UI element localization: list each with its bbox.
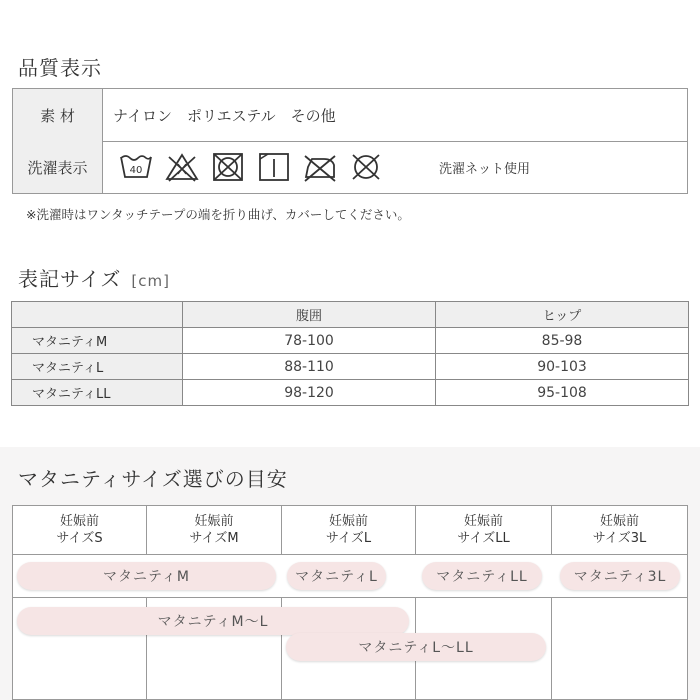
- pill-maternity-l-ll: マタニティL〜LL: [286, 633, 546, 661]
- care-row: [13, 141, 687, 193]
- no-bleach-icon: [164, 151, 200, 183]
- size-unit: [cm]: [131, 272, 170, 290]
- pill-maternity-ll: マタニティLL: [422, 562, 542, 590]
- guide-col-line1: 妊娠前: [194, 514, 234, 529]
- guide-col-line2: サイズS: [56, 531, 103, 546]
- table-row: [12, 354, 689, 380]
- guide-title: マタニティサイズ選びの目安: [18, 467, 288, 491]
- size-hip: 95-108: [436, 380, 689, 406]
- guide-grid: [12, 505, 688, 700]
- guide-col-line2: サイズ3L: [592, 531, 647, 546]
- wash-temp-text: 40: [129, 165, 143, 176]
- guide-col-s: [12, 505, 147, 555]
- no-tumble-dry-icon: [210, 151, 246, 183]
- material-value: ナイロン ポリエステル その他: [113, 106, 336, 125]
- size-header-row: [12, 302, 689, 328]
- size-table: [11, 301, 689, 406]
- guide-cell: [551, 597, 688, 700]
- pill-maternity-m: マタニティM: [17, 562, 276, 590]
- care-note: ※洗濯時はワンタッチテープの端を折り曲げ、カバーしてください。: [26, 207, 410, 222]
- size-name: マタニティLL: [12, 380, 183, 406]
- guide-col-m: [146, 505, 282, 555]
- size-waist: 88-110: [183, 354, 436, 380]
- size-name: マタニティL: [12, 354, 183, 380]
- size-header-blank: [12, 302, 183, 328]
- size-header-waist: 腹囲: [183, 302, 436, 328]
- wash-40-icon: [118, 151, 154, 183]
- guide-col-line2: サイズL: [325, 531, 372, 546]
- no-iron-icon: [302, 151, 338, 183]
- material-row: [13, 89, 687, 142]
- table-row: [12, 328, 689, 354]
- guide-col-line1: 妊娠前: [328, 514, 368, 529]
- guide-col-line1: 妊娠前: [599, 514, 639, 529]
- quality-title: 品質表示: [18, 56, 102, 80]
- pill-maternity-3l: マタニティ3L: [560, 562, 680, 590]
- guide-col-3l: [551, 505, 688, 555]
- care-label: 洗濯表示: [13, 141, 103, 193]
- guide-col-line1: 妊娠前: [463, 514, 503, 529]
- pill-maternity-m-l: マタニティM〜L: [17, 607, 409, 635]
- size-title-wrap: [18, 263, 170, 292]
- size-hip: 90-103: [436, 354, 689, 380]
- guide-col-ll: [415, 505, 552, 555]
- size-waist: 78-100: [183, 328, 436, 354]
- pill-maternity-l: マタニティL: [287, 562, 386, 590]
- line-dry-icon: [256, 151, 292, 183]
- size-name: マタニティM: [12, 328, 183, 354]
- guide-col-line1: 妊娠前: [59, 514, 99, 529]
- guide-col-line2: サイズLL: [457, 531, 510, 546]
- material-label: 素 材: [13, 89, 103, 141]
- size-hip: 85-98: [436, 328, 689, 354]
- table-row: [12, 380, 689, 406]
- guide-col-line2: サイズM: [189, 531, 239, 546]
- care-icons: [118, 151, 384, 183]
- size-header-hip: ヒップ: [436, 302, 689, 328]
- no-dry-clean-icon: [348, 151, 384, 183]
- size-waist: 98-120: [183, 380, 436, 406]
- quality-table: [12, 88, 688, 194]
- size-title: 表記サイズ: [18, 267, 122, 291]
- guide-col-l: [281, 505, 416, 555]
- net-label: 洗濯ネット使用: [439, 161, 531, 177]
- size-guide-section: [0, 447, 700, 700]
